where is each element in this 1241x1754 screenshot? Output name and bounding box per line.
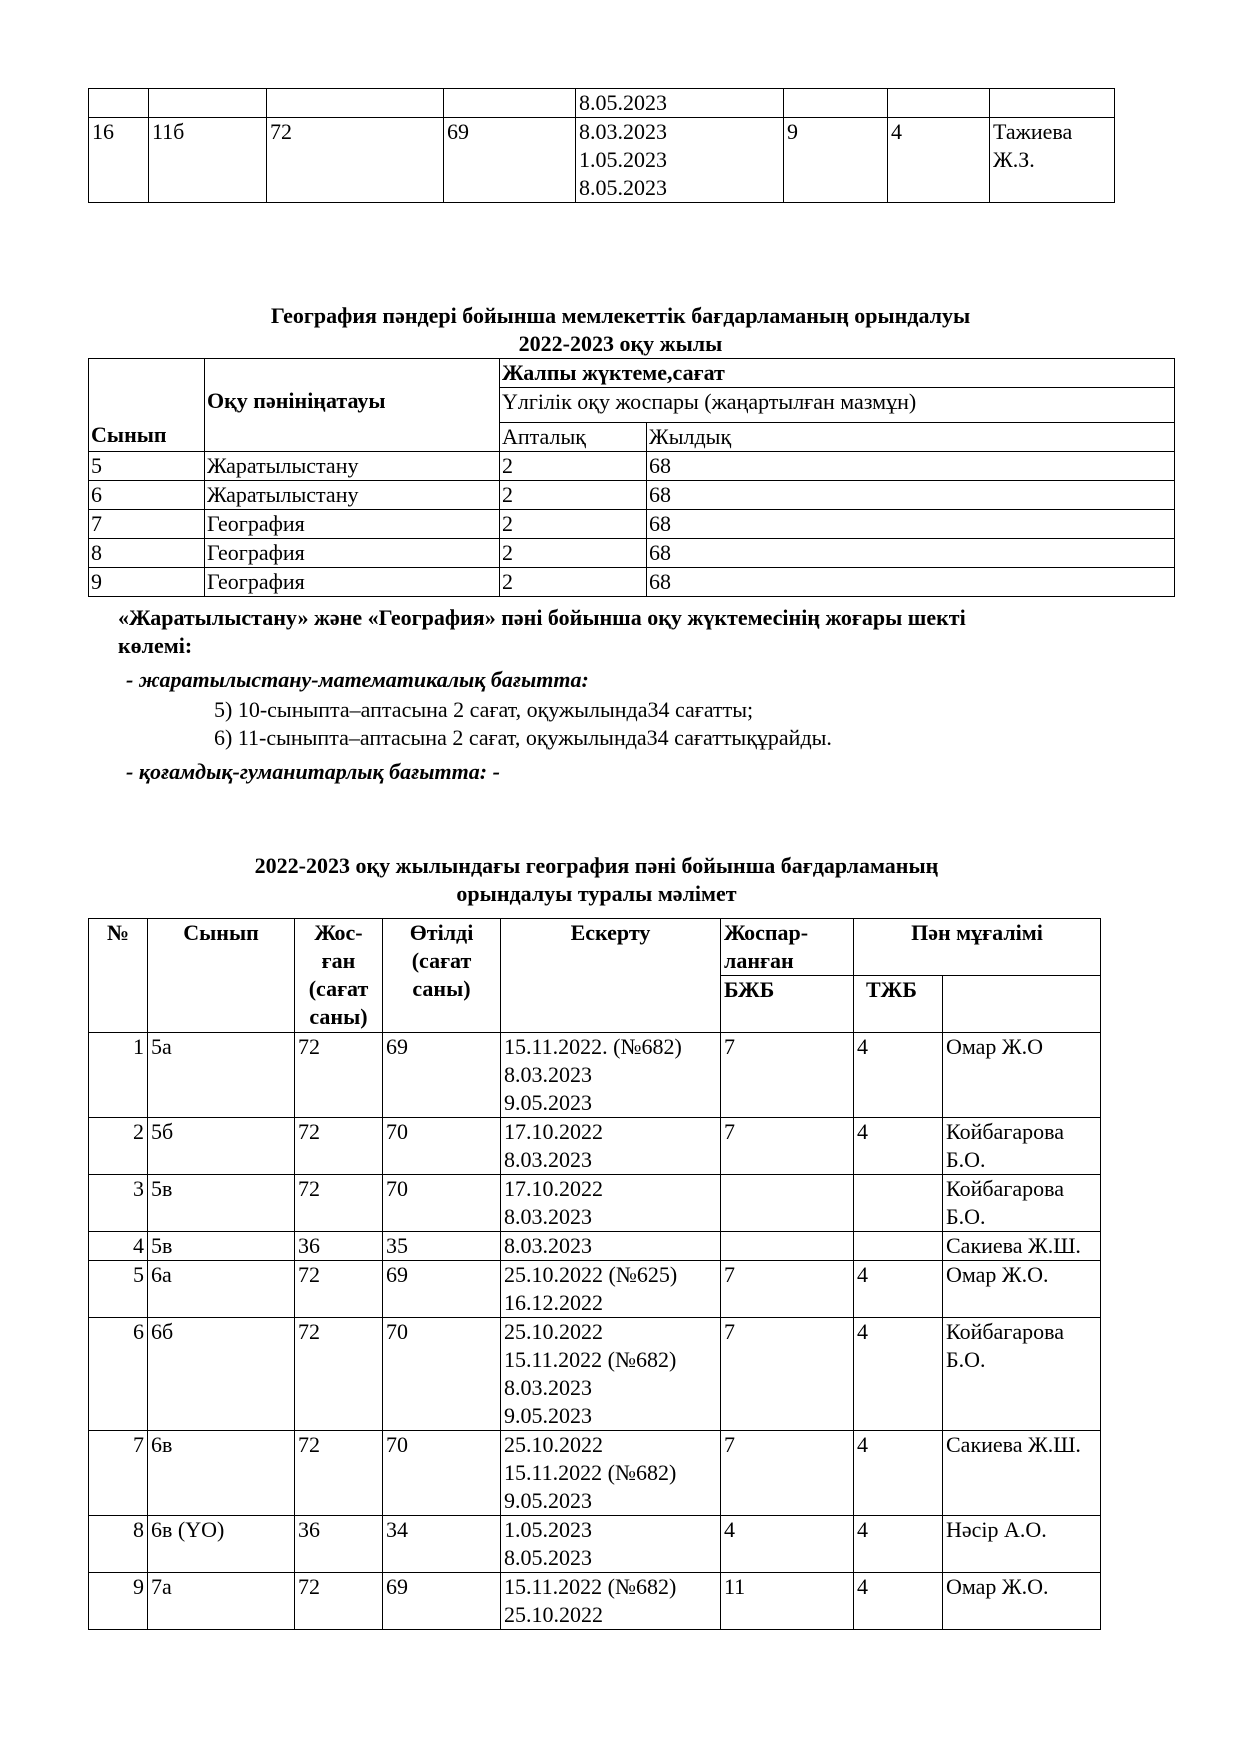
program-col-load: Жалпы жүктеме,сағат [500, 359, 1175, 388]
info-col-planned-line: Жос- [314, 920, 363, 945]
cell-notes [501, 1431, 721, 1516]
cell-notes [501, 1318, 721, 1431]
table-row [89, 1431, 1101, 1516]
cell-subject: География [205, 539, 500, 568]
cell-done: 70 [383, 1431, 501, 1516]
cell-notes-line: 25.10.2022 [504, 1432, 603, 1457]
cell-teacher-line: Сакиева Ж.Ш. [946, 1233, 1081, 1258]
cell-no: 4 [89, 1232, 148, 1261]
cell-teacher-line: Омар Ж.О [946, 1034, 1044, 1059]
cell-teacher-line: Койбагарова [946, 1176, 1064, 1201]
cell-done [444, 89, 576, 118]
cell-no [89, 89, 149, 118]
program-col-class: Сынып [89, 359, 205, 452]
cell-done: 69 [383, 1261, 501, 1318]
cell-bzhb [721, 1232, 854, 1261]
section2-title-line1: 2022-2023 оқу жылындағы география пәні бойынша бағдарламаның [254, 853, 939, 878]
cell-notes-line: 8.03.2023 [504, 1375, 592, 1400]
cell-planned: 36 [295, 1232, 383, 1261]
info-col-note: Ескерту [501, 919, 721, 1033]
cell-planned: 72 [267, 118, 444, 203]
cell-notes-line: 15.11.2022. (№682) [504, 1034, 682, 1059]
cell-class: 11б [149, 118, 267, 203]
cell-no: 16 [89, 118, 149, 203]
cell-notes [501, 1033, 721, 1118]
limit-item-10: 5) 10-сыныпта–аптасына 2 сағат, оқужылында34 сағатты; [214, 697, 754, 722]
cell-bzhb [784, 89, 888, 118]
program-col-yearly: Жылдық [647, 423, 1175, 452]
cell-class: 6б [148, 1318, 295, 1431]
cell-class: 6в (ҮО) [148, 1516, 295, 1573]
cell-subject: Жаратылыстану [205, 481, 500, 510]
table-row [89, 1175, 1101, 1232]
cell-teacher-line: Б.О. [946, 1204, 986, 1229]
cell-planned: 72 [295, 1573, 383, 1630]
cell-tzhb: 4 [854, 1118, 943, 1175]
cell-weekly: 2 [500, 481, 647, 510]
cell-teacher [990, 118, 1115, 203]
cell-yearly: 68 [647, 568, 1175, 597]
info-col-tzhb: ТЖБ [854, 976, 943, 1033]
cell-teacher [943, 1261, 1101, 1318]
cell-tzhb: 4 [854, 1318, 943, 1431]
cell-no: 1 [89, 1033, 148, 1118]
cell-done: 69 [383, 1573, 501, 1630]
cell-weekly: 2 [500, 452, 647, 481]
program-table-body [89, 452, 1175, 597]
cell-notes-line: 15.11.2022 (№682) [504, 1574, 677, 1599]
info-col-scheduled-line: Жоспар- [724, 920, 809, 945]
cell-planned [267, 89, 444, 118]
cell-planned: 72 [295, 1318, 383, 1431]
info-col-class: Сынып [148, 919, 295, 1033]
cell-teacher-line: Нәсір А.О. [946, 1517, 1047, 1542]
cell-class: 5в [148, 1175, 295, 1232]
table-row [89, 1318, 1101, 1431]
table-row [89, 1118, 1101, 1175]
table-row [89, 1232, 1101, 1261]
cell-planned: 72 [295, 1431, 383, 1516]
cell-notes [501, 1261, 721, 1318]
cell-tzhb [888, 89, 990, 118]
cell-notes-line: 9.05.2023 [504, 1090, 592, 1115]
cell-notes-line: 8.03.2023 [504, 1204, 592, 1229]
cell-tzhb: 4 [888, 118, 990, 203]
program-info-table [88, 918, 1101, 1630]
program-col-plan: Үлгілік оқу жоспары (жаңартылған мазмұн) [500, 388, 1175, 423]
cell-teacher-line: Койбагарова [946, 1119, 1064, 1144]
section2-title [0, 852, 1217, 908]
info-col-done-line: саны) [412, 976, 471, 1001]
program-col-weekly: Апталық [500, 423, 647, 452]
cell-tzhb [854, 1175, 943, 1232]
table-row [89, 539, 1175, 568]
info-col-done-line: Өтілді [409, 920, 474, 945]
info-col-no: № [89, 919, 148, 1033]
cell-teacher [943, 1118, 1101, 1175]
cell-tzhb: 4 [854, 1573, 943, 1630]
cell-class: 6 [89, 481, 205, 510]
cell-notes-line: 9.05.2023 [504, 1488, 592, 1513]
cell-notes-line: 1.05.2023 [504, 1517, 592, 1542]
cell-weekly: 2 [500, 510, 647, 539]
cell-class: 7 [89, 510, 205, 539]
cell-teacher-line: Омар Ж.О. [946, 1262, 1049, 1287]
cell-teacher [943, 1175, 1101, 1232]
cell-class: 6а [148, 1261, 295, 1318]
cell-notes-line: 15.11.2022 (№682) [504, 1460, 677, 1485]
cell-notes-line: 8.05.2023 [504, 1545, 592, 1570]
cell-tzhb: 4 [854, 1261, 943, 1318]
cell-planned: 36 [295, 1516, 383, 1573]
info-col-teacher: Пән мұғалімі [854, 919, 1101, 976]
cell-teacher [943, 1573, 1101, 1630]
cell-class [149, 89, 267, 118]
cell-yearly: 68 [647, 481, 1175, 510]
direction-natural-math: - жаратылыстану-математикалық бағытта: [126, 667, 589, 692]
section1-title [0, 302, 1241, 358]
cell-class: 5в [148, 1232, 295, 1261]
cell-teacher-line: Койбагарова [946, 1319, 1064, 1344]
cell-teacher-line: Ж.З. [993, 147, 1035, 172]
cell-dates-line: 8.05.2023 [579, 90, 667, 115]
limits-heading [118, 604, 1118, 660]
cell-no: 9 [89, 1573, 148, 1630]
cell-done: 70 [383, 1118, 501, 1175]
cell-teacher-line: Сакиева Ж.Ш. [946, 1432, 1081, 1457]
info-col-done [383, 919, 501, 1033]
cell-notes-line: 25.10.2022 (№625) [504, 1262, 678, 1287]
info-col-planned-line: ған [321, 948, 356, 973]
cell-dates [576, 89, 784, 118]
info-col-bzhb: БЖБ [721, 976, 854, 1033]
cell-notes [501, 1516, 721, 1573]
cell-no: 5 [89, 1261, 148, 1318]
cell-class: 8 [89, 539, 205, 568]
cell-done: 34 [383, 1516, 501, 1573]
continuation-table-body [89, 89, 1115, 203]
cell-teacher [990, 89, 1115, 118]
cell-bzhb: 9 [784, 118, 888, 203]
table-row [89, 118, 1115, 203]
cell-notes-line: 9.05.2023 [504, 1403, 592, 1428]
cell-dates [576, 118, 784, 203]
info-col-scheduled-line: ланған [724, 948, 794, 973]
cell-no: 8 [89, 1516, 148, 1573]
cell-dates-line: 1.05.2023 [579, 147, 667, 172]
cell-planned: 72 [295, 1033, 383, 1118]
cell-done: 69 [444, 118, 576, 203]
table-row [89, 568, 1175, 597]
program-col-subject: Оқу пәнініңатауы [205, 359, 500, 452]
cell-no: 6 [89, 1318, 148, 1431]
cell-notes-line: 25.10.2022 [504, 1602, 603, 1627]
cell-tzhb [854, 1232, 943, 1261]
cell-planned: 72 [295, 1118, 383, 1175]
cell-subject: География [205, 568, 500, 597]
limit-item-11: 6) 11-сыныпта–аптасына 2 сағат, оқужылында34 сағаттықұрайды. [214, 725, 832, 750]
table-row [89, 1033, 1101, 1118]
cell-notes [501, 1573, 721, 1630]
direction-social-humanitarian: - қоғамдық-гуманитарлық бағытта: - [126, 759, 500, 784]
cell-class: 5 [89, 452, 205, 481]
cell-notes [501, 1118, 721, 1175]
info-col-planned-line: саны) [309, 1004, 368, 1029]
cell-class: 9 [89, 568, 205, 597]
cell-notes-line: 8.03.2023 [504, 1062, 592, 1087]
cell-bzhb: 7 [721, 1118, 854, 1175]
cell-yearly: 68 [647, 510, 1175, 539]
info-col-scheduled [721, 919, 854, 976]
cell-subject: Жаратылыстану [205, 452, 500, 481]
continuation-table [88, 88, 1115, 203]
table-row [89, 1516, 1101, 1573]
cell-tzhb: 4 [854, 1516, 943, 1573]
cell-class: 5б [148, 1118, 295, 1175]
cell-no: 2 [89, 1118, 148, 1175]
cell-done: 70 [383, 1175, 501, 1232]
info-col-done-line: (сағат [411, 948, 472, 973]
cell-class: 6в [148, 1431, 295, 1516]
cell-done: 69 [383, 1033, 501, 1118]
cell-teacher-line: Б.О. [946, 1147, 986, 1172]
section1-title-line2: 2022-2023 оқу жылы [518, 331, 723, 356]
cell-teacher [943, 1516, 1101, 1573]
program-table [88, 358, 1175, 597]
cell-yearly: 68 [647, 452, 1175, 481]
limits-heading-line2: көлемі: [118, 633, 193, 658]
program-info-table-body [89, 1033, 1101, 1630]
cell-notes-line: 8.03.2023 [504, 1233, 592, 1258]
info-col-planned [295, 919, 383, 1033]
section1-title-line1: География пәндері бойынша мемлекеттік бағдарламаның орындалуы [270, 303, 971, 328]
cell-weekly: 2 [500, 539, 647, 568]
cell-teacher [943, 1431, 1101, 1516]
cell-subject: География [205, 510, 500, 539]
cell-weekly: 2 [500, 568, 647, 597]
cell-bzhb: 7 [721, 1261, 854, 1318]
cell-notes-line: 25.10.2022 [504, 1319, 603, 1344]
cell-no: 7 [89, 1431, 148, 1516]
cell-bzhb: 11 [721, 1573, 854, 1630]
cell-notes-line: 15.11.2022 (№682) [504, 1347, 677, 1372]
cell-teacher-line: Б.О. [946, 1347, 986, 1372]
cell-class: 7а [148, 1573, 295, 1630]
cell-bzhb [721, 1175, 854, 1232]
cell-no: 3 [89, 1175, 148, 1232]
cell-done: 70 [383, 1318, 501, 1431]
cell-planned: 72 [295, 1261, 383, 1318]
table-row [89, 1261, 1101, 1318]
cell-notes [501, 1232, 721, 1261]
cell-teacher [943, 1033, 1101, 1118]
cell-dates-line: 8.05.2023 [579, 175, 667, 200]
limits-heading-line1: «Жаратылыстану» және «География» пәні бойынша оқу жүктемесінің жоғары шекті [118, 605, 966, 630]
cell-tzhb: 4 [854, 1033, 943, 1118]
cell-notes-line: 16.12.2022 [504, 1290, 603, 1315]
section2-title-line2: орындалуы туралы мәлімет [456, 881, 737, 906]
cell-teacher-line: Тажиева [993, 119, 1073, 144]
table-row [89, 510, 1175, 539]
cell-teacher-line: Омар Ж.О. [946, 1574, 1049, 1599]
cell-bzhb: 7 [721, 1033, 854, 1118]
table-row [89, 481, 1175, 510]
cell-notes [501, 1175, 721, 1232]
cell-done: 35 [383, 1232, 501, 1261]
cell-teacher [943, 1232, 1101, 1261]
cell-yearly: 68 [647, 539, 1175, 568]
cell-dates-line: 8.03.2023 [579, 119, 667, 144]
table-row [89, 89, 1115, 118]
cell-bzhb: 7 [721, 1431, 854, 1516]
table-row [89, 452, 1175, 481]
cell-notes-line: 17.10.2022 [504, 1176, 603, 1201]
cell-tzhb: 4 [854, 1431, 943, 1516]
cell-bzhb: 7 [721, 1318, 854, 1431]
cell-notes-line: 8.03.2023 [504, 1147, 592, 1172]
cell-notes-line: 17.10.2022 [504, 1119, 603, 1144]
cell-planned: 72 [295, 1175, 383, 1232]
info-col-planned-line: (сағат [308, 976, 369, 1001]
cell-bzhb: 4 [721, 1516, 854, 1573]
info-col-empty [943, 976, 1101, 1033]
cell-class: 5а [148, 1033, 295, 1118]
table-row [89, 1573, 1101, 1630]
cell-teacher [943, 1318, 1101, 1431]
